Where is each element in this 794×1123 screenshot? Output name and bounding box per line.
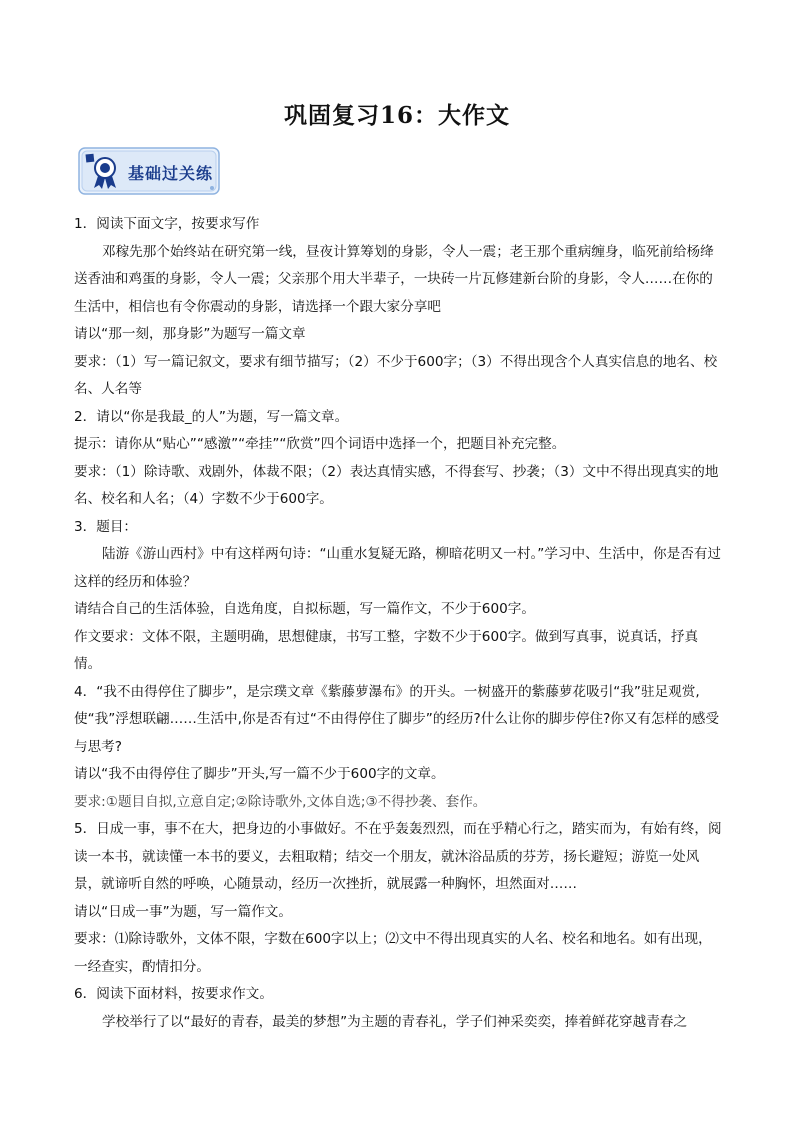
badge-label: 基础过关练 bbox=[128, 164, 214, 183]
question-5-prompt: 请以“日成一事”为题，写一篇作文。 bbox=[74, 903, 292, 920]
question-4-prompt: 请以“我不由得停住了脚步”开头,写一篇不少于600字的文章。 bbox=[74, 766, 445, 782]
question-2-requirements: 要求：（1）除诗歌、戏剧外，体裁不限；（2）表达真情实感，不得套写、抄袭；（3）文中不得出现真实的地名、校名和人名；（4）字数不少于600字。 bbox=[74, 463, 719, 507]
section-badge bbox=[78, 146, 222, 198]
question-6-passage: 学校举行了以“最好的青春，最美的梦想”为主题的青春礼，学子们神采奕奕，捧着鲜花穿越青春之 bbox=[102, 1013, 688, 1030]
page-title: 巩固复习16：大作文 bbox=[283, 102, 510, 129]
question-1-heading: 1．阅读下面文字，按要求写作 bbox=[74, 216, 260, 232]
question-4-heading: 4．“我不由得停住了脚步”，是宗璞文章《紫藤萝瀑布》的开头。一树盛开的紫藤萝花吸引“我”驻足观赏,使“我”浮想联翩……生活中,你是否有过“不由得停住了脚步”的经历?什么让你的脚步停住?你又有怎样的感受与思考? bbox=[74, 683, 720, 755]
question-2-heading: 2．请以“你是我最_的人”为题，写一篇文章。 bbox=[74, 408, 349, 425]
question-1-prompt: 请以“那一刻，那身影”为题写一篇文章 bbox=[74, 326, 306, 342]
question-3-heading: 3．题目： bbox=[74, 518, 138, 535]
document-body bbox=[74, 211, 722, 1036]
question-1-requirements: 要求：（1）写一篇记叙文，要求有细节描写；（2）不少于600字；（3）不得出现含个人真实信息的地名、校名、人名等 bbox=[74, 353, 718, 397]
question-3-prompt: 请结合自己的生活体验，自选角度，自拟标题，写一篇作文，不少于600字。 bbox=[74, 601, 535, 617]
question-1-passage: 邓稼先那个始终站在研究第一线，昼夜计算筹划的身影，令人一震；老王那个重病缠身，临死前给杨绛送香油和鸡蛋的身影，令人一震；父亲那个用大半辈子，一块砖一片瓦修建新台阶的身影，令人……在你的生活中，相信也有令你震动的身影，请选择一个跟大家分享吧 bbox=[74, 243, 714, 315]
question-5-heading: 5．日成一事，事不在大，把身边的小事做好。不在乎轰轰烈烈，而在乎精心行之，踏实而为，有始有终，阅读一本书，就读懂一本书的要义，去粗取精；结交一个朋友，就沐浴品质的芬芳，扬长避短；游览一处风景，就谛听自然的呼唤，心随景动，经历一次挫折，就展露一种胸怀，坦然面对…… bbox=[74, 821, 722, 892]
question-5-requirements: 要求：⑴除诗歌外，文体不限，字数在600字以上；⑵文中不得出现真实的人名、校名和地名。如有出现，一经查实，酌情扣分。 bbox=[74, 931, 712, 975]
question-6-heading: 6．阅读下面材料，按要求作文。 bbox=[74, 986, 273, 1002]
question-3-passage: 陆游《游山西村》中有这样两句诗：“山重水复疑无路，柳暗花明又一村。”学习中、生活中，你是否有过这样的经历和体验？ bbox=[74, 546, 722, 590]
question-4-requirements: 要求:①题目自拟,立意自定;②除诗歌外,文体自选;③不得抄袭、套作。 bbox=[74, 793, 487, 810]
question-3-requirements: 作文要求：文体不限，主题明确，思想健康，书写工整，字数不少于600字。做到写真事，说真话，抒真情。 bbox=[74, 628, 699, 672]
question-2-hint: 提示：请你从“贴心”“感激”“牵挂”“欣赏”四个词语中选择一个，把题目补充完整。 bbox=[74, 436, 566, 452]
